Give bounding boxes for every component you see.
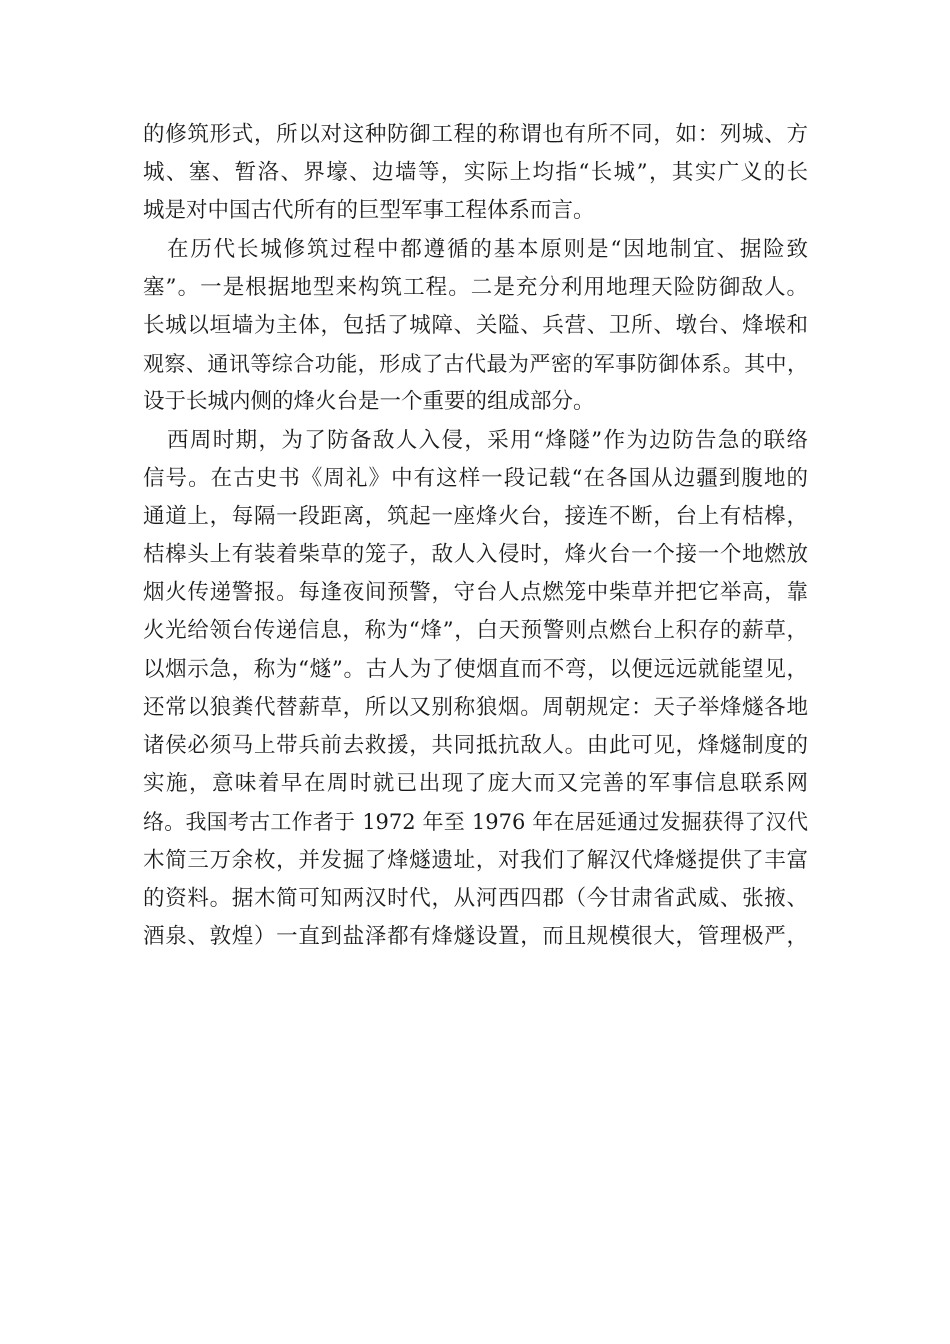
text-line: 城、塞、暂洛、界壕、边墙等，实际上均指“长城”，其实广义的长	[143, 160, 808, 186]
text-line: 以烟示急，称为“燧”。古人为了使烟直而不弯，以便远远就能望见，	[143, 656, 808, 682]
text-line: 通道上，每隔一段距离，筑起一座烽火台，接连不断，台上有桔槔，	[143, 503, 808, 529]
paragraph-first-line: 西周时期，为了防备敌人入侵，采用“烽隧”作为边防告急的联络	[167, 427, 808, 453]
document-page	[143, 116, 808, 956]
text-line: 络。我国考古工作者于 1972 年至 1976 年在居延通过发掘获得了汉代	[143, 810, 808, 835]
text-line: 木简三万余枚，并发掘了烽燧遗址，对我们了解汉代烽燧提供了丰富	[143, 847, 808, 873]
paragraph-first-line: 在历代长城修筑过程中都遵循的基本原则是“因地制宜、据险致	[167, 236, 808, 262]
text-line: 长城以垣墙为主体，包括了城障、关隘、兵营、卫所、墩台、烽堠和	[143, 312, 808, 338]
text-line: 酒泉、敦煌）一直到盐泽都有烽燧设置，而且规模很大，管理极严，	[143, 923, 808, 949]
text-line: 设于长城内侧的烽火台是一个重要的组成部分。	[143, 389, 595, 415]
text-line: 的资料。据木简可知两汉时代，从河西四郡（今甘肃省武威、张掖、	[143, 885, 808, 911]
text-line: 塞”。一是根据地型来构筑工程。二是充分利用地理天险防御敌人。	[143, 274, 808, 300]
text-line: 观察、通讯等综合功能，形成了古代最为严密的军事防御体系。其中，	[143, 352, 808, 377]
text-line: 城是对中国古代所有的巨型军事工程体系而言。	[143, 198, 595, 224]
text-line: 还常以狼粪代替薪草，所以又别称狼烟。周朝规定：天子举烽燧各地	[143, 694, 808, 720]
text-line: 烟火传递警报。每逢夜间预警，守台人点燃笼中柴草并把它举高，靠	[143, 580, 808, 606]
text-line: 桔槔头上有装着柴草的笼子，敌人入侵时，烽火台一个接一个地燃放	[143, 542, 808, 568]
text-line: 诸侯必须马上带兵前去救援，共同抵抗敌人。由此可见，烽燧制度的	[143, 733, 808, 758]
text-line: 火光给领台传递信息，称为“烽”，白天预警则点燃台上积存的薪草，	[143, 618, 808, 644]
text-line: 的修筑形式，所以对这种防御工程的称谓也有所不同，如：列城、方	[143, 122, 808, 147]
text-line: 信号。在古史书《周礼》中有这样一段记载“在各国从边疆到腹地的	[143, 465, 808, 491]
text-line: 实施，意味着早在周时就已出现了庞大而又完善的军事信息联系网	[143, 771, 808, 797]
